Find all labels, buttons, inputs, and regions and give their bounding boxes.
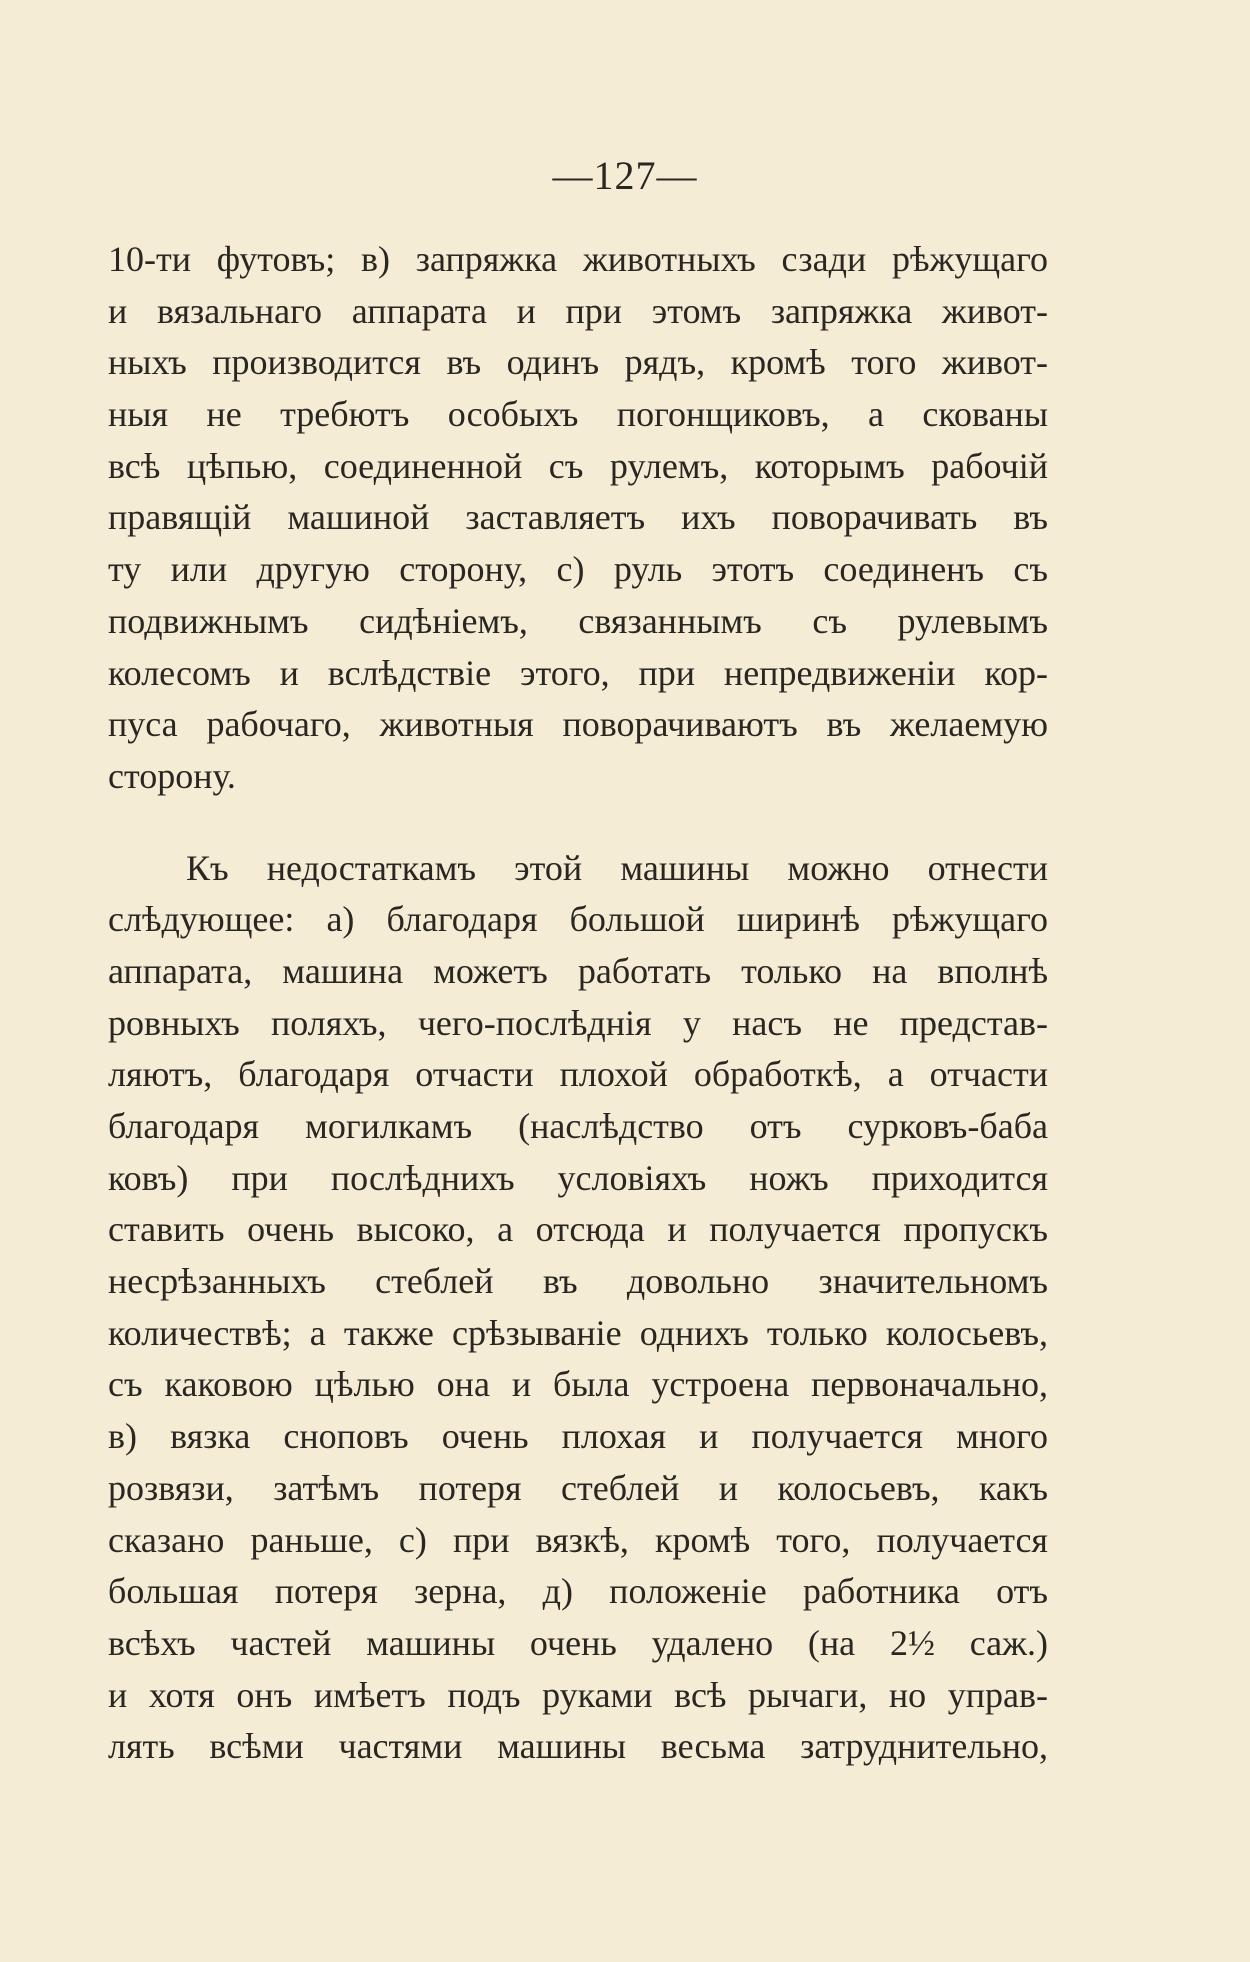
paragraph-2 (108, 843, 1048, 1773)
text-line: всѣхъ частей машины очень удалено (на 2½ саж.) (108, 1622, 1048, 1663)
text-line: лять всѣми частями машины весьма затруднительно, (108, 1726, 1048, 1767)
text-line: подвижнымъ сидѣніемъ, связаннымъ съ рулевымъ (108, 600, 1048, 641)
text-line: слѣдующее: а) благодаря большой ширинѣ рѣжущаго (108, 899, 1048, 940)
text-line: розвязи, затѣмъ потеря стеблей и колосьевъ, какъ (108, 1467, 1048, 1508)
text-line: всѣ цѣпью, соединенной съ рулемъ, которымъ рабочій (108, 445, 1048, 486)
text-line: благодаря могилкамъ (наслѣдство отъ сурковъ-баба (108, 1106, 1048, 1146)
text-line: несрѣзанныхъ стеблей въ довольно значительномъ (108, 1261, 1048, 1302)
text-line: большая потеря зерна, д) положеніе работника отъ (108, 1571, 1048, 1612)
text-body (108, 234, 1048, 1773)
paragraph-gap (108, 803, 1048, 843)
text-line: съ каковою цѣлью она и была устроена первоначально, (108, 1364, 1048, 1405)
text-line: количествѣ; а также срѣзываніе однихъ только колосьевъ, (108, 1312, 1048, 1353)
text-line: и вязальнаго аппарата и при этомъ запряжка живот- (108, 290, 1048, 331)
text-line: ныя не требютъ особыхъ погонщиковъ, а скованы (108, 394, 1048, 435)
paragraph-1 (108, 234, 1048, 803)
text-line: правящій машиной заставляетъ ихъ поворачивать въ (108, 497, 1048, 538)
text-line: пуса рабочаго, животныя поворачиваютъ въ желаемую (108, 704, 1048, 745)
text-line: и хотя онъ имѣетъ подъ руками всѣ рычаги, но управ- (108, 1674, 1048, 1715)
text-line: аппарата, машина можетъ работать только на вполнѣ (108, 950, 1048, 991)
text-line: колесомъ и вслѣдствіе этого, при непредвиженіи кор- (108, 652, 1048, 693)
text-line: ныхъ производится въ одинъ рядъ, кромѣ того живот- (108, 342, 1048, 383)
text-line: ставить очень высоко, а отсюда и получается пропускъ (108, 1209, 1048, 1250)
page-number: —127— (552, 153, 698, 198)
text-line: ровныхъ поляхъ, чего-послѣднія у насъ не представ- (108, 1002, 1048, 1043)
text-line: 10-ти футовъ; в) запряжка животныхъ сзади рѣжущаго (108, 239, 1048, 279)
text-line: ковъ) при послѣднихъ условіяхъ ножъ приходится (108, 1157, 1048, 1198)
text-line: ляютъ, благодаря отчасти плохой обработкѣ, а отчасти (108, 1054, 1048, 1095)
text-line: в) вязка сноповъ очень плохая и получается много (108, 1416, 1048, 1457)
text-line: Къ недостаткамъ этой машины можно отнести (186, 847, 1048, 888)
text-line: сказано раньше, с) при вязкѣ, кромѣ того, получается (108, 1519, 1048, 1560)
text-line: ту или другую сторону, с) руль этотъ соединенъ съ (108, 549, 1048, 590)
text-line: сторону. (108, 755, 236, 796)
